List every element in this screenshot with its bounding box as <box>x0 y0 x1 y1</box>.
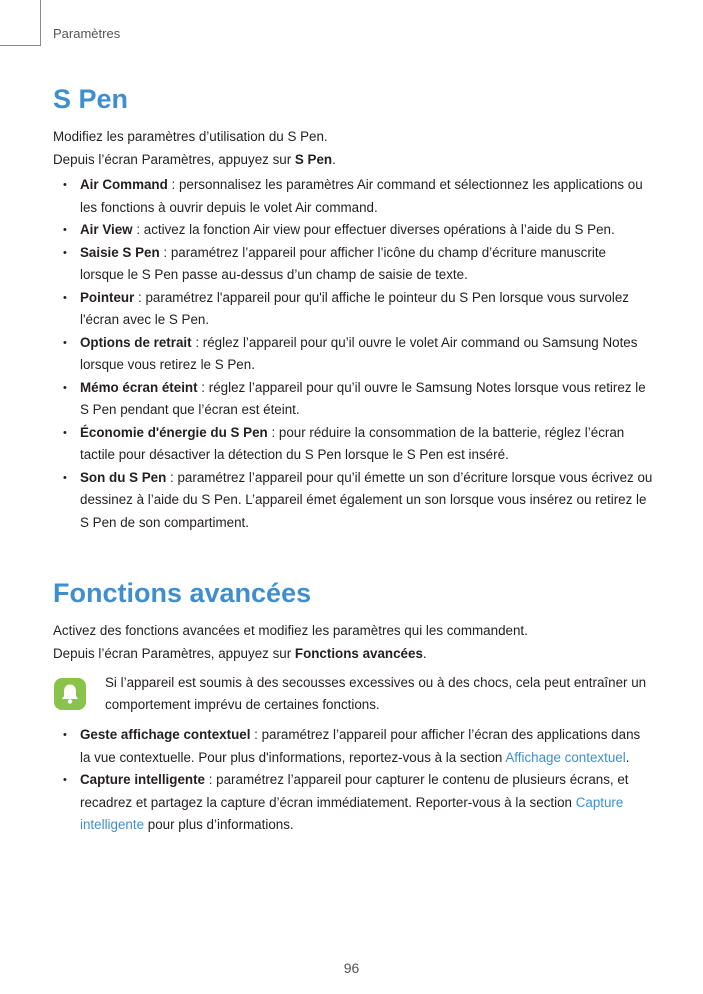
setting-description-end: pour plus d’informations. <box>144 817 294 832</box>
list-item <box>53 332 653 377</box>
bell-icon <box>54 678 86 710</box>
corner-mark-vertical <box>40 0 41 46</box>
bullet-icon: • <box>63 471 67 484</box>
link-affichage-contextuel[interactable]: Affichage contextuel <box>505 749 626 765</box>
bullet-icon: • <box>63 336 67 349</box>
path-suffix: . <box>332 152 336 167</box>
path-prefix: Depuis l’écran Paramètres, appuyez sur <box>53 152 295 167</box>
list-item <box>53 219 653 242</box>
bullet-icon: • <box>63 291 67 304</box>
navigation-path <box>53 642 653 665</box>
setting-description: : paramétrez l’appareil pour capturer le contenu de plusieurs écrans, et recadrez et partagez la capture d’écran immédiatement. Reporter-vous à la section <box>80 772 629 810</box>
list-item <box>53 724 653 769</box>
setting-term: Options de retrait <box>80 334 192 350</box>
list-item <box>53 287 653 332</box>
setting-term: Son du S Pen <box>80 469 167 485</box>
s-pen-settings-list <box>53 174 653 534</box>
bullet-icon: • <box>63 774 67 786</box>
setting-term: Saisie S Pen <box>80 244 160 260</box>
bullet-icon: • <box>63 246 67 259</box>
section-intro: Activez des fonctions avancées et modifiez les paramètres qui les commandent. <box>53 623 528 638</box>
running-header: Paramètres <box>53 26 121 41</box>
setting-term: Geste affichage contextuel <box>80 727 251 742</box>
setting-term: Pointeur <box>80 289 135 305</box>
page-content <box>53 82 653 837</box>
setting-term: Air Command <box>80 177 168 192</box>
section-intro: Modifiez les paramètres d’utilisation du S Pen. <box>53 129 328 144</box>
path-prefix: Depuis l’écran Paramètres, appuyez sur <box>53 646 295 661</box>
setting-description: : paramétrez l’appareil pour qu’il émette un son d’écriture lorsque vous écrivez ou dessinez à l’aide du S Pen. L’appareil émet également un son lorsque vous insérez ou retirez le S Pen de son compartiment. <box>80 469 653 530</box>
setting-term: Capture intelligente <box>80 772 205 787</box>
setting-description-end: . <box>625 749 630 765</box>
path-target: S Pen <box>294 152 333 167</box>
setting-description: : personnalisez les paramètres Air command et sélectionnez les applications ou les fonctions à ouvrir depuis le volet Air command. <box>80 177 643 215</box>
navigation-path <box>53 148 653 171</box>
setting-description: : paramétrez l’appareil pour afficher l’icône du champ d’écriture manuscrite lorsque le S Pen passe au-dessus d’un champ de saisie de texte. <box>80 244 606 282</box>
list-item <box>53 422 653 467</box>
path-target: Fonctions avancées <box>294 646 423 661</box>
bullet-icon: • <box>63 179 67 191</box>
setting-term: Air View <box>80 222 133 237</box>
setting-description: : paramétrez l'appareil pour qu'il affiche le pointeur du S Pen lorsque vous survolez l'écran avec le S Pen. <box>80 289 629 327</box>
setting-description: : réglez l’appareil pour qu’il ouvre le volet Air command ou Samsung Notes lorsque vous retirez le S Pen. <box>80 334 638 372</box>
list-item <box>53 174 653 219</box>
setting-description: : paramétrez l’appareil pour afficher l’écran des applications dans la vue contextuelle. Pour plus d'informations, reportez-vous à la section <box>80 727 641 765</box>
section-title-s-pen: S Pen <box>53 84 129 114</box>
list-item <box>53 377 653 422</box>
list-item <box>53 242 653 287</box>
bullet-icon: • <box>63 426 67 439</box>
advanced-features-list <box>53 724 653 837</box>
setting-term: Mémo écran éteint <box>80 379 198 395</box>
setting-description: : pour réduire la consommation de la batterie, réglez l’écran tactile pour désactiver la détection du S Pen lorsque le S Pen est inséré. <box>80 424 625 462</box>
bullet-icon: • <box>63 224 67 236</box>
path-suffix: . <box>422 646 427 661</box>
bullet-icon: • <box>63 381 67 394</box>
bullet-icon: • <box>63 729 67 741</box>
page-number: 96 <box>343 960 360 976</box>
corner-mark-horizontal <box>0 45 41 46</box>
link-capture-intelligente[interactable]: Capture intelligente <box>80 794 624 832</box>
setting-description: : activez la fonction Air view pour effectuer diverses opérations à l’aide du S Pen. <box>132 222 615 237</box>
note-text: Si l’appareil est soumis à des secousses excessives ou à des chocs, cela peut entraîner un comportement imprévu de certaines fonctions. <box>105 675 647 712</box>
list-item <box>53 467 653 535</box>
caution-note <box>53 672 653 716</box>
section-title-advanced-features: Fonctions avancées <box>53 578 312 608</box>
setting-term: Économie d'énergie du S Pen <box>80 424 268 440</box>
setting-description: : réglez l’appareil pour qu’il ouvre le Samsung Notes lorsque vous retirez le S Pen pendant que l’écran est éteint. <box>80 379 646 417</box>
list-item <box>53 769 653 837</box>
